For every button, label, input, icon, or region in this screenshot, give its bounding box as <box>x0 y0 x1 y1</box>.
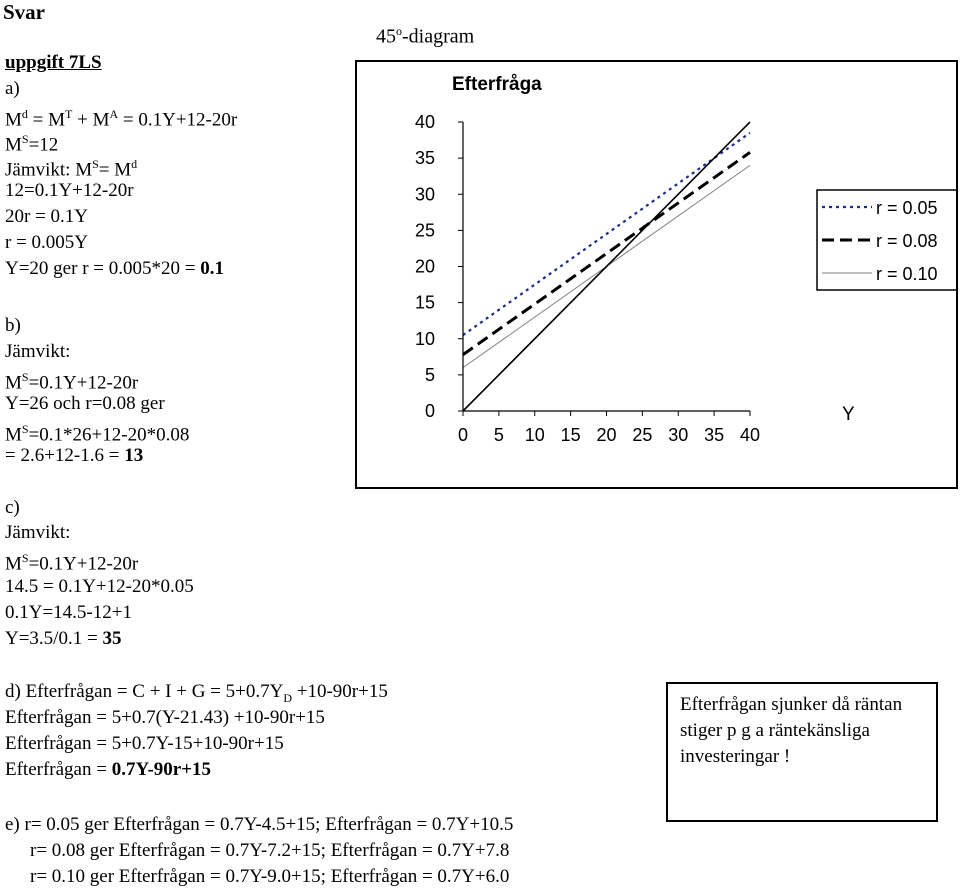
part-e-line-2: r= 0.08 ger Efterfrågan = 0.7Y-7.2+15; Efterfrågan = 0.7Y+7.8 <box>30 840 510 861</box>
part-b-line-1: Jämvikt: <box>5 341 71 362</box>
forty-five-degree-chart <box>357 62 956 487</box>
x-tick-label: 30 <box>668 425 689 445</box>
part-a-line-4: 12=0.1Y+12-20r <box>5 180 134 201</box>
part-d-line-1: d) Efterfrågan = $C + I + G = 5+0.7Y_D +10-90r+15$ <box>5 681 388 705</box>
part-a-label: a) <box>5 78 20 99</box>
part-a-line-7: Y=20 ger r = 0.005*20 = 0.1 <box>5 258 224 279</box>
part-b-line-4: $M^S=0.1*26+12-20*0.08$ <box>5 422 190 446</box>
chart-caption: 45$^o$-diagram <box>376 24 475 48</box>
series-line-2 <box>463 152 750 354</box>
x-tick-label: 10 <box>524 425 545 445</box>
x-tick-label: 0 <box>457 425 469 445</box>
chart-legend <box>817 190 956 290</box>
x-tick-label: 15 <box>560 425 581 445</box>
note-box <box>666 682 938 822</box>
part-a-line-1: $M^d = M^T + M^A = 0.1Y+12-20r$ <box>5 107 238 131</box>
part-a-line-3: Jämvikt: $M^S= M^d$ <box>5 157 138 181</box>
note-text: Efterfrågan sjunker då räntan stiger p g a räntekänsliga investeringar ! <box>680 694 903 767</box>
part-a-line-5: 20r = 0.1Y <box>5 206 89 227</box>
part-d-line-2: Efterfrågan = 5+0.7(Y-21.43) +10-90r+15 <box>5 707 325 728</box>
part-c-line-3: 14.5 = 0.1Y+12-20*0.05 <box>5 576 194 597</box>
part-c-line-4: 0.1Y=14.5-12+1 <box>5 602 132 623</box>
part-c-line-1: Jämvikt: <box>5 522 71 543</box>
part-e-line-1: e) r= 0.05 ger Efterfrågan = 0.7Y-4.5+15; Efterfrågan = 0.7Y+10.5 <box>5 814 514 835</box>
part-e-line-3: r= 0.10 ger Efterfrågan = 0.7Y-9.0+15; Efterfrågan = 0.7Y+6.0 <box>30 866 510 887</box>
page-heading: Svar <box>3 0 45 24</box>
y-tick-label: 10 <box>414 328 435 349</box>
y-tick-label: 15 <box>414 292 435 313</box>
part-d-line-4: Efterfrågan = 0.7Y-90r+15 <box>5 759 212 780</box>
y-tick-label: 25 <box>414 220 435 241</box>
x-tick-label: 35 <box>704 425 725 445</box>
part-a-line-2: $M^S=12$ <box>5 132 59 156</box>
reference-45-degree-line <box>463 122 750 411</box>
chart-title: Efterfråga <box>452 74 542 95</box>
chart-frame <box>355 60 958 489</box>
x-axis-label: Y <box>842 404 855 425</box>
part-a-line-6: r = 0.005Y <box>5 232 89 253</box>
x-tick-label: 40 <box>739 425 761 445</box>
y-tick-label: 40 <box>414 112 435 132</box>
part-b-line-3: Y=26 och r=0.08 ger <box>5 393 165 414</box>
task-title: uppgift 7LS <box>5 52 102 73</box>
y-tick-label: 5 <box>424 364 435 385</box>
y-tick-label: 35 <box>414 148 435 169</box>
y-tick-label: 0 <box>424 401 435 421</box>
part-b-line-5: = 2.6+12-1.6 = 13 <box>5 445 144 466</box>
series-line-1 <box>463 133 750 335</box>
legend-label: r = 0.05 <box>876 198 938 218</box>
part-b-line-2: $M^S=0.1Y+12-20r$ <box>5 370 139 394</box>
part-c-line-2: $M^S=0.1Y+12-20r$ <box>5 551 139 575</box>
y-tick-label: 30 <box>414 184 435 205</box>
part-c-label: c) <box>5 497 20 518</box>
x-tick-label: 5 <box>493 425 504 445</box>
legend-label: r = 0.10 <box>876 264 938 284</box>
x-tick-label: 25 <box>632 425 653 445</box>
x-tick-label: 20 <box>596 425 617 445</box>
legend-label: r = 0.08 <box>876 231 938 251</box>
part-b-label: b) <box>5 315 21 336</box>
y-tick-label: 20 <box>414 256 435 277</box>
part-c-line-5: Y=3.5/0.1 = 35 <box>5 628 122 649</box>
part-d-line-3: Efterfrågan = 5+0.7Y-15+10-90r+15 <box>5 733 284 754</box>
